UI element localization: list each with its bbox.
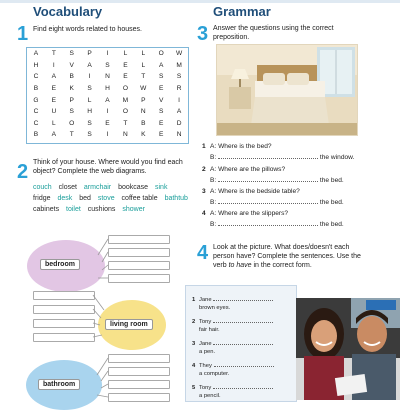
answer-ending: the bed. <box>319 221 344 228</box>
grid-letter[interactable]: B <box>69 73 74 81</box>
grid-letter[interactable]: K <box>141 131 146 139</box>
grid-letter[interactable]: S <box>69 108 74 116</box>
sentence-object: brown eyes. <box>199 305 231 311</box>
answer-blank[interactable] <box>218 152 318 159</box>
grid-letter[interactable]: O <box>122 85 128 93</box>
grid-letter[interactable]: U <box>51 108 57 116</box>
grid-letter[interactable]: N <box>123 131 128 139</box>
speaker-b: B: <box>210 177 217 184</box>
grid-letter[interactable]: A <box>176 108 182 116</box>
grid-letter[interactable]: C <box>33 119 39 127</box>
answer-ending: the bed. <box>319 177 344 184</box>
grid-letter[interactable]: T <box>123 119 128 127</box>
grid-letter[interactable]: G <box>33 96 39 104</box>
question-item <box>202 141 362 163</box>
grid-letter[interactable]: L <box>141 50 146 58</box>
answer-blank[interactable] <box>218 219 318 226</box>
answer-blank[interactable] <box>218 197 318 204</box>
grid-letter[interactable]: B <box>141 119 146 127</box>
sentence-blank[interactable] <box>214 360 274 367</box>
grid-letter[interactable]: I <box>106 131 109 139</box>
word-bank-item: shower <box>122 206 145 213</box>
exercise-3-instruction: Answer the questions using the correct preposition. <box>213 25 334 41</box>
speaker-a: A: <box>210 210 217 217</box>
grid-letter[interactable]: C <box>33 73 39 81</box>
bathroom-label: bathroom <box>38 379 80 390</box>
word-bank-item: bathtub <box>164 195 188 202</box>
grid-letter[interactable]: N <box>105 73 110 81</box>
sentence-number: 4 <box>192 363 196 369</box>
sentence-subject: They <box>199 363 212 369</box>
grid-letter[interactable]: W <box>175 50 183 58</box>
exercise-2-instruction: Think of your house. Where would you find each object? Complete the web diagrams. <box>33 159 183 175</box>
grid-letter[interactable]: S <box>158 108 164 116</box>
grid-letter[interactable]: I <box>178 96 180 104</box>
word-bank-item: cushions <box>87 206 116 213</box>
bedroom-photo <box>216 44 358 136</box>
answer-ending: the window. <box>319 154 355 161</box>
grid-letter[interactable]: T <box>51 50 56 58</box>
sentence-item <box>192 360 274 378</box>
word-bank-item: coffee table <box>121 195 158 202</box>
word-bank-item: desk <box>57 195 73 202</box>
grid-letter[interactable]: A <box>158 61 164 69</box>
grid-letter[interactable]: S <box>176 73 182 81</box>
grid-letter[interactable]: E <box>105 119 110 127</box>
exercise-3-number: 3 <box>197 23 209 45</box>
grid-letter[interactable]: I <box>88 73 91 81</box>
grid-letter[interactable]: T <box>69 131 74 139</box>
answer-ending: the bed. <box>319 199 344 206</box>
question-item <box>202 164 362 186</box>
word-bank-item: toilet <box>66 206 81 213</box>
grid-letter[interactable]: O <box>122 108 128 116</box>
grid-letter[interactable]: V <box>158 96 164 104</box>
grid-letter[interactable]: C <box>33 108 39 116</box>
sentence-object: a computer. <box>199 371 230 377</box>
grid-letter[interactable]: E <box>123 61 128 69</box>
grid-letter[interactable]: L <box>52 119 56 127</box>
grid-letter[interactable]: E <box>51 85 57 93</box>
grid-letter[interactable]: A <box>51 131 57 139</box>
grid-letter[interactable]: B <box>33 85 39 93</box>
grid-letter[interactable]: A <box>51 73 57 81</box>
exercise-4-number: 4 <box>197 242 209 264</box>
exercise-1-number: 1 <box>17 23 29 45</box>
grid-letter[interactable]: S <box>105 61 110 69</box>
sentence-subject: Jane <box>199 297 212 303</box>
speaker-a: A: <box>210 166 217 173</box>
sentence-number: 3 <box>192 341 196 347</box>
word-bank-item: sink <box>155 184 168 191</box>
speaker-b: B: <box>210 199 217 206</box>
question-number: 1 <box>202 143 206 150</box>
grid-letter[interactable]: S <box>87 119 92 127</box>
grid-letter[interactable]: E <box>158 119 164 127</box>
grid-letter[interactable]: N <box>176 131 182 139</box>
speaker-a: A: <box>210 188 217 195</box>
grid-letter[interactable]: O <box>158 50 164 58</box>
speaker-b: B: <box>210 221 217 228</box>
word-bank-item: bookcase <box>118 184 149 191</box>
sentence-number: 2 <box>192 319 196 325</box>
grid-letter[interactable]: T <box>141 73 146 81</box>
answer-blank[interactable] <box>218 175 318 182</box>
grid-letter[interactable]: R <box>176 85 182 93</box>
exercise-4-instruction: Look at the picture. What does/doesn't each person have? Complete the sentences. Use the verb to have in the correct form. <box>213 244 361 269</box>
grid-letter[interactable]: L <box>87 96 92 104</box>
grid-letter[interactable]: B <box>33 131 39 139</box>
question-text: Where is the bedside table? <box>218 188 300 195</box>
exercise-2-number: 2 <box>17 161 29 183</box>
grid-letter[interactable]: S <box>69 50 74 58</box>
vocabulary-heading: Vocabulary <box>33 4 103 19</box>
sentence-blank[interactable] <box>213 338 273 345</box>
grid-letter[interactable]: L <box>141 61 146 69</box>
sentence-blank[interactable] <box>213 294 273 301</box>
sentence-object: a pen. <box>199 349 216 355</box>
grid-letter[interactable]: S <box>87 85 92 93</box>
grid-letter[interactable]: A <box>87 61 92 69</box>
sentence-item <box>192 338 273 356</box>
sentence-blank[interactable] <box>213 382 273 389</box>
sentence-item <box>192 294 273 312</box>
grid-letter[interactable]: K <box>69 85 74 93</box>
word-bank-item: bed <box>79 195 91 202</box>
grid-letter[interactable]: I <box>106 50 109 58</box>
grid-letter[interactable]: A <box>33 50 39 58</box>
sentence-subject: Tony <box>199 385 212 391</box>
grid-letter[interactable]: E <box>51 96 57 104</box>
grammar-heading: Grammar <box>213 4 271 19</box>
grid-letter[interactable]: O <box>69 119 75 127</box>
grid-letter[interactable]: M <box>176 61 182 69</box>
sentence-number: 5 <box>192 385 196 391</box>
question-item <box>202 208 362 230</box>
sentence-object: a pencil. <box>199 393 221 399</box>
question-text: Where are the pillows? <box>218 166 286 173</box>
word-bank-item: cabinets <box>33 206 60 213</box>
grid-letter[interactable]: H <box>105 85 110 93</box>
sentence-number: 1 <box>192 297 196 303</box>
grid-letter[interactable]: V <box>69 61 74 69</box>
word-bank-item: closet <box>58 184 77 191</box>
grid-letter[interactable]: L <box>123 50 128 58</box>
bedroom-label: bedroom <box>40 259 80 270</box>
grid-letter[interactable]: S <box>158 73 164 81</box>
grid-letter[interactable]: E <box>158 131 164 139</box>
grid-letter[interactable]: P <box>87 50 92 58</box>
students-photo <box>296 298 400 400</box>
grid-letter[interactable]: S <box>87 131 92 139</box>
sentence-object: fair hair. <box>199 327 220 333</box>
students-illustration <box>296 298 400 400</box>
grid-letter[interactable]: I <box>52 61 55 69</box>
grid-letter[interactable]: P <box>141 96 146 104</box>
sentences-box <box>185 285 297 402</box>
exercise-1-instruction: Find eight words related to houses. <box>33 26 142 33</box>
sentence-item <box>192 316 273 334</box>
grid-letter[interactable]: D <box>176 119 182 127</box>
question-number: 2 <box>202 166 206 173</box>
living-room-label: living room <box>105 319 153 330</box>
sentence-subject: Jane <box>199 341 212 347</box>
grid-letter[interactable]: H <box>87 108 92 116</box>
grid-letter[interactable]: I <box>106 108 109 116</box>
grid-letter[interactable]: E <box>158 85 164 93</box>
grid-letter[interactable]: E <box>123 73 128 81</box>
question-number: 4 <box>202 210 206 217</box>
speaker-a: A: <box>210 143 217 150</box>
bedroom-illustration <box>217 45 357 135</box>
grid-letter[interactable]: N <box>140 108 146 116</box>
grid-letter[interactable]: A <box>105 96 110 104</box>
question-item <box>202 186 362 208</box>
sentence-blank[interactable] <box>213 316 273 323</box>
sentence-subject: Tony <box>199 319 212 325</box>
grid-letter[interactable]: P <box>69 96 74 104</box>
speaker-b: B: <box>210 154 217 161</box>
grid-letter[interactable]: H <box>33 61 39 69</box>
question-number: 3 <box>202 188 206 195</box>
word-bank-item: couch <box>33 184 52 191</box>
word-bank-item: fridge <box>33 195 51 202</box>
sentence-item <box>192 382 273 400</box>
grid-letter[interactable]: M <box>122 96 129 104</box>
grid-letter[interactable]: W <box>140 85 147 93</box>
question-text: Where is the bed? <box>218 143 272 150</box>
question-text: Where are the slippers? <box>218 210 289 217</box>
word-bank-item: stove <box>97 195 115 202</box>
word-bank-item: armchair <box>83 184 112 191</box>
